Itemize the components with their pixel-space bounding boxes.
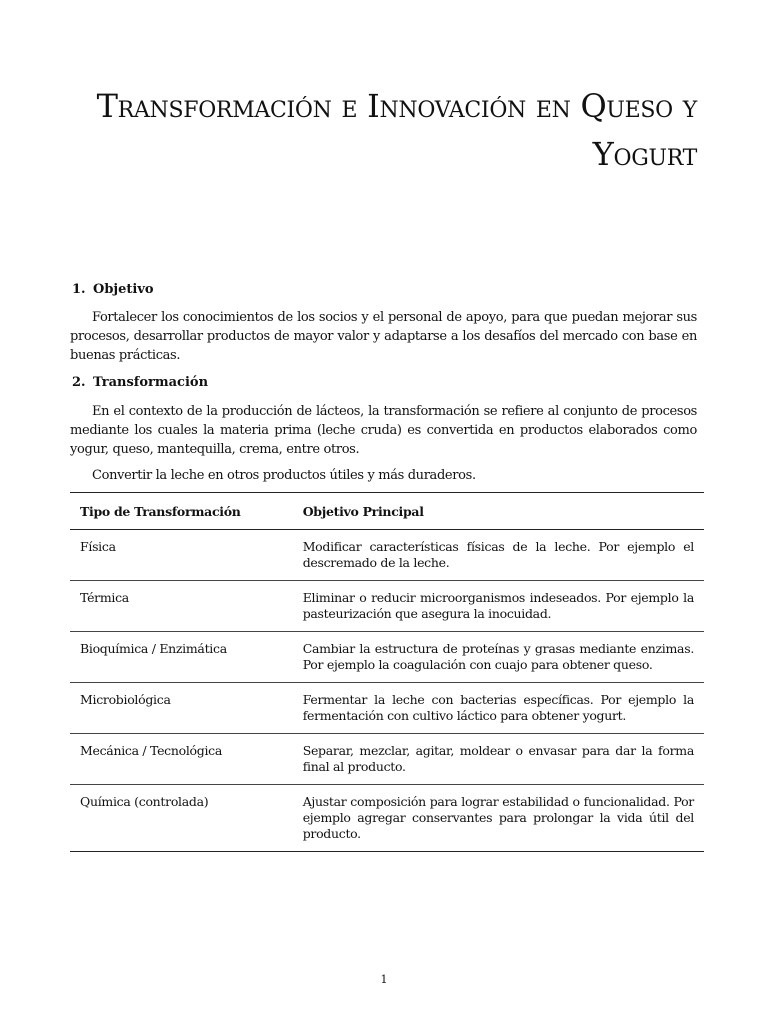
- table-cell-tipo: Física: [70, 530, 293, 581]
- transformation-table: [70, 492, 704, 852]
- table-cell-tipo: Bioquímica / Enzimática: [70, 632, 293, 683]
- table-cell-tipo: Térmica: [70, 581, 293, 632]
- table-row: [70, 785, 704, 852]
- paragraph-objetivo: Fortalecer los conocimientos de los socios y el personal de apoyo, para que puedan mejorar sus procesos, desarrollar productos de mayor valor y adaptarse a los desafíos del mercado con base en buenas prácticas.: [70, 310, 697, 363]
- table-cell-objetivo: Eliminar o reducir microorganismos indeseados. Por ejemplo la pasteurización que asegura la inocuidad.: [293, 581, 704, 632]
- table-row: [70, 683, 704, 734]
- table-cell-objetivo: Fermentar la leche con bacterias específicas. Por ejemplo la fermentación con cultivo láctico para obtener yogurt.: [293, 683, 704, 734]
- paragraph-transformacion: En el contexto de la producción de lácteos, la transformación se refiere al conjunto de procesos mediante los cuales la materia prima (leche cruda) es convertida en productos elaborados como yogur, queso, mantequilla, crema, entre otros.: [70, 404, 697, 457]
- section-number: 2.: [72, 375, 86, 390]
- table-cell-tipo: Química (controlada): [70, 785, 293, 852]
- page-number: 1: [380, 973, 388, 986]
- table-row: [70, 734, 704, 785]
- section-heading-transformacion: [72, 375, 208, 390]
- paragraph-convertir: Convertir la leche en otros productos útiles y más duraderos.: [92, 468, 476, 483]
- section-title: Transformación: [93, 375, 209, 390]
- table-row: [70, 581, 704, 632]
- section-title: Objetivo: [93, 282, 154, 297]
- table-header-objetivo: Objetivo Principal: [293, 493, 704, 530]
- table-cell-objetivo: Cambiar la estructura de proteínas y grasas mediante enzimas. Por ejemplo la coagulación con cuajo para obtener queso.: [293, 632, 704, 683]
- table-cell-objetivo: Ajustar composición para lograr estabilidad o funcionalidad. Por ejemplo agregar conservantes para prolongar la vida útil del producto.: [293, 785, 704, 852]
- section-number: 1.: [72, 282, 86, 297]
- table-cell-tipo: Microbiológica: [70, 683, 293, 734]
- table-row: [70, 632, 704, 683]
- section-heading-objetivo: [72, 282, 154, 297]
- table-cell-objetivo: Modificar características físicas de la leche. Por ejemplo el descremado de la leche.: [293, 530, 704, 581]
- table-header-tipo: Tipo de Transformación: [70, 493, 293, 530]
- table-header-row: [70, 493, 704, 530]
- document-title: Transformación e Innovación en Queso y Yogurt: [96, 87, 697, 173]
- table-row: [70, 530, 704, 581]
- table-cell-objetivo: Separar, mezclar, agitar, moldear o envasar para dar la forma final al producto.: [293, 734, 704, 785]
- table-cell-tipo: Mecánica / Tecnológica: [70, 734, 293, 785]
